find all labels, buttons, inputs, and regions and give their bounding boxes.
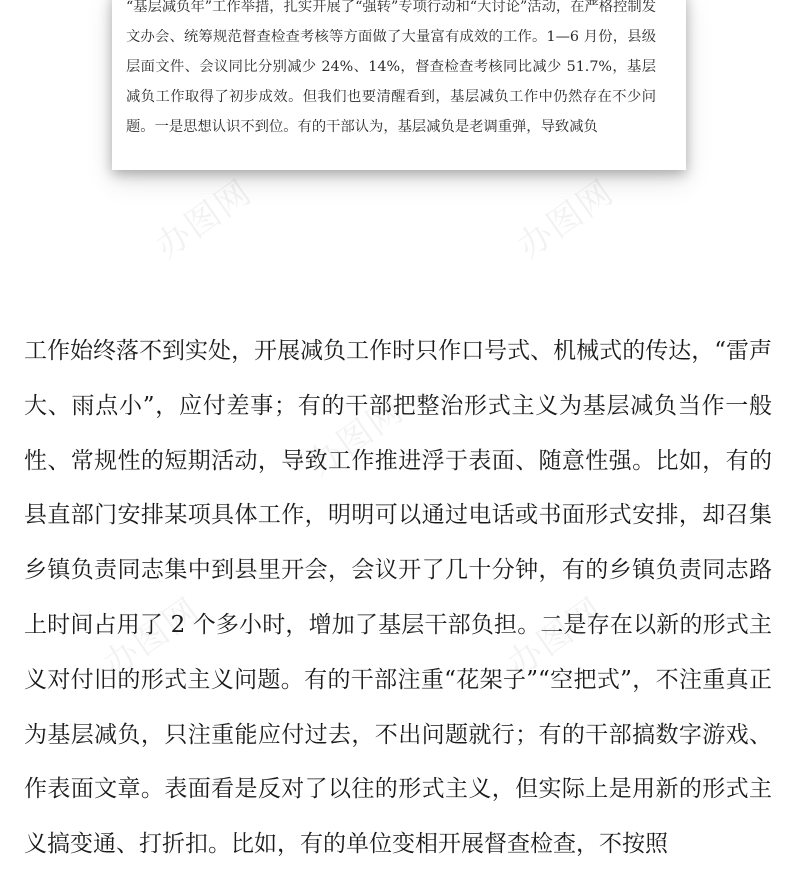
watermark: 办图网 bbox=[96, 590, 208, 685]
watermark: 办图网 bbox=[148, 172, 260, 267]
preview-paragraph: “基层减负年”工作举措，扎实开展了“强转”专项行动和“大讨论”活动，在严格控制发文办会、统筹规范督查检查考核等方面做了大量富有成效的工作。1—6 月份，县级层面文件、会议同比分别减少 24%、14%，督查检查考核同比减少 51.7%，基层减负工作取得了初步成效。但我们也要清醒看到，基层减负工作中仍然存在不少问题。一是思想认识不到位。有的干部认为，基层减负是老调重弹，导致减负 bbox=[126, 0, 656, 135]
watermark: 办图网 bbox=[500, 590, 612, 685]
body-paragraph: 工作始终落不到实处，开展减负工作时只作口号式、机械式的传达，“雷声大、雨点小”，应付差事；有的干部把整治形式主义为基层减负当作一般性、常规性的短期活动，导致工作推进浮于表面、随意性强。比如，有的县直部门安排某项具体工作，明明可以通过电话或书面形式安排，却召集乡镇负责同志集中到县里开会，会议开了几十分钟，有的乡镇负责同志路上时间占用了 2 个多小时，增加了基层干部负担。二是存在以新的形式主义对付旧的形式主义问题。有的干部注重“花架子”“空把式”，不注重真正为基层减负，只注重能应付过去，不出问题就行；有的干部搞数字游戏、作表面文章。表面看是反对了以往的形式主义，但实际上是用新的形式主义搞变通、打折扣。比如，有的单位变相开展督查检查，不按照 bbox=[24, 338, 772, 858]
page-preview-card bbox=[112, 0, 686, 170]
watermark: 办图网 bbox=[300, 390, 412, 485]
watermark: 办图网 bbox=[510, 172, 622, 267]
